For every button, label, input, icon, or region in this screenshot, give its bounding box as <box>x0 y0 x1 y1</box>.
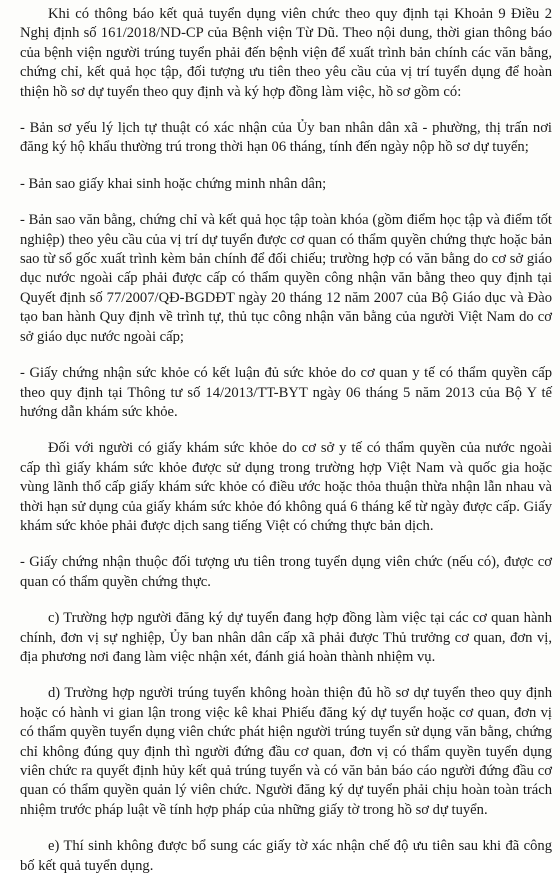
foreign-health-certificate-paragraph: Đối với người có giấy khám sức khỏe do cơ sở y tế có thẩm quyền của nước ngoài cấp thì giấy khám sức khỏe được sử dụng trong trường hợp Việt Nam và quốc gia hoặc vùng lãnh thổ cấp giấy khám sức khỏe có điều ước hoặc thỏa thuận thừa nhận lẫn nhau và thời hạn sử dụng của giấy khám sức khỏe đó không quá 6 tháng kể từ ngày được cấp. Giấy khám sức khỏe phải được dịch sang tiếng Việt có chứng thực bản dịch. <box>20 440 552 534</box>
intro-paragraph: Khi có thông báo kết quả tuyển dụng viên chức theo quy định tại Khoản 9 Điều 2 Nghị định số 161/2018/ND-CP của Bệnh viện Từ Dũ. Theo nội dung, thời gian thông báo của bệnh viện người trúng tuyển phải đến bệnh viện để xuất trình bản chính các văn bằng, chứng chỉ, kết quả học tập, đối tượng ưu tiên theo yêu cầu của vị trí tuyển dụng để hoàn thiện hồ sơ dự tuyển theo quy định và ký hợp đồng làm việc, hồ sơ gồm có: <box>20 6 552 100</box>
list-item-curriculum-vitae: - Bản sơ yếu lý lịch tự thuật có xác nhận của Ủy ban nhân dân xã - phường, thị trấn nơi đăng ký hộ khẩu thường trú trong thời hạn 06 tháng, tính đến ngày nộp hồ sơ dự tuyển; <box>20 120 552 156</box>
list-item-priority-certificate: - Giấy chứng nhận thuộc đối tượng ưu tiên trong tuyển dụng viên chức (nếu có), được cơ quan có thẩm quyền chứng thực. <box>20 554 552 590</box>
clause-d-paragraph: d) Trường hợp người trúng tuyển không hoàn thiện đủ hồ sơ dự tuyển theo quy định hoặc có hành vi gian lận trong việc kê khai Phiếu đăng ký dự tuyển hoặc cơ quan, đơn vị có thẩm quyền tuyển dụng viên chức phát hiện người trúng tuyển sử dụng văn bằng, chứng chỉ không đúng quy định thì người đứng đầu cơ quan, đơn vị có thẩm quyền tuyển dụng viên chức ra quyết định hủy kết quả trúng tuyển và có văn bản báo cáo người đứng đầu cơ quan có thẩm quyền quản lý viên chức. Người đăng ký dự tuyển phải chịu hoàn toàn trách nhiệm trước pháp luật về tính hợp pháp của những giấy tờ trong hồ sơ dự tuyển. <box>20 685 552 818</box>
list-item-birth-certificate: - Bản sao giấy khai sinh hoặc chứng minh nhân dân; <box>20 175 327 192</box>
clause-e-paragraph: e) Thí sinh không được bổ sung các giấy tờ xác nhận chế độ ưu tiên sau khi đã công bố kết quả tuyển dụng. <box>20 838 552 874</box>
clause-c-paragraph: c) Trường hợp người đăng ký dự tuyển đang hợp đồng làm việc tại các cơ quan hành chính, đơn vị sự nghiệp, Ủy ban nhân dân cấp xã phải được Thủ trưởng cơ quan, đơn vị, địa phương nơi đang làm việc nhận xét, đánh giá hoàn thành nhiệm vụ. <box>20 610 552 665</box>
document-body <box>20 5 552 876</box>
list-item-health-certificate: - Giấy chứng nhận sức khỏe có kết luận đủ sức khỏe do cơ quan y tế có thẩm quyền cấp theo quy định tại Thông tư số 14/2013/TT-BYT ngày 06 tháng 5 năm 2013 của Bộ Y tế hướng dẫn khám sức khỏe. <box>20 365 552 420</box>
list-item-diplomas: - Bản sao văn bằng, chứng chỉ và kết quả học tập toàn khóa (gồm điểm học tập và điểm tốt nghiệp) theo yêu cầu của vị trí dự tuyển được cơ quan có thẩm quyền chứng thực hoặc bản sao từ sổ gốc xuất trình kèm bản chính để đối chiếu; trường hợp có văn bằng do cơ sở giáo dục nước ngoài cấp phải được cấp có thẩm quyền công nhận văn bằng theo quy định tại Quyết định số 77/2007/QĐ-BGDĐT ngày 20 tháng 12 năm 2007 của Bộ Giáo dục và Đào tạo ban hành Quy định về trình tự, thủ tục công nhận văn bằng của người Việt Nam do cơ sở giáo dục nước ngoài cấp; <box>20 212 552 345</box>
